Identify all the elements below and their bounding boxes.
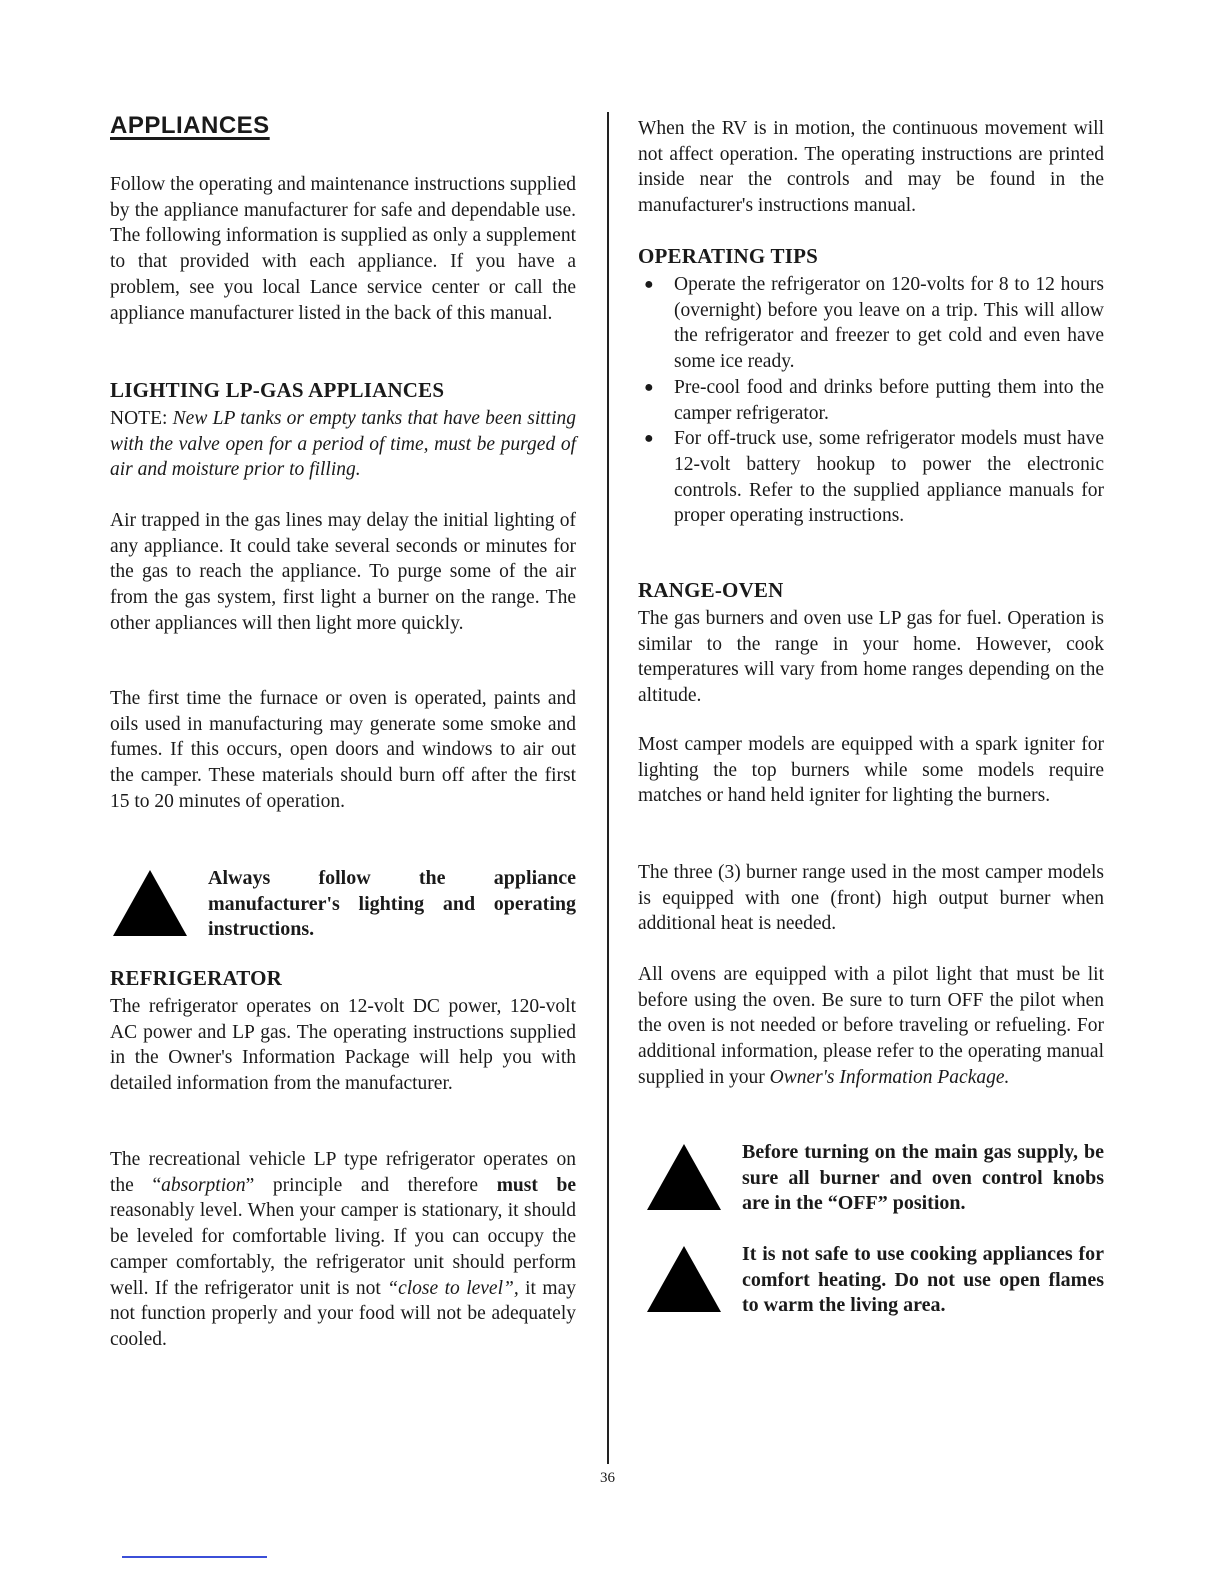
- warning-heating-text: It is not safe to use cooking appliances for comfort heating. Do not use open flames to warm the living area.: [742, 1243, 1104, 1317]
- note-label: NOTE:: [110, 408, 168, 429]
- operating-tips-heading: OPERATING TIPS: [638, 244, 818, 268]
- motion-paragraph: When the RV is in motion, the continuous movement will not affect operation. The operating instructions are printed inside near the controls and may be found in the manufacturer's instructions manual.: [638, 118, 1104, 217]
- column-divider: [607, 112, 609, 1464]
- page-title: APPLIANCES: [110, 112, 270, 139]
- air-paragraph: Air trapped in the gas lines may delay the initial lighting of any appliance. It could take several seconds or minutes for the gas to reach the appliance. To purge some of the air from the gas system, first light a burner on the range. The other appliances will then light more quickly.: [110, 510, 576, 634]
- igniter-paragraph: Most camper models are equipped with a spark igniter for lighting the top burners while some models require matches or hand held igniter for lighting the burners.: [638, 734, 1104, 807]
- page-number: 36: [600, 1470, 615, 1486]
- lighting-heading: LIGHTING LP-GAS APPLIANCES: [110, 378, 445, 402]
- list-item: ● For off-truck use, some refrigerator models must have 12-volt battery hookup to power the electronic controls. Refer to the supplied appliance manuals for proper operating instructions.: [644, 428, 1104, 527]
- intro-paragraph: Follow the operating and maintenance instructions supplied by the appliance manufacturer for safe and dependable use. The following information is supplied as only a supplement to that provided with each appliance. If you have a problem, see you local Lance service center or call the appliance manufacturer listed in the back of this manual.: [110, 174, 576, 324]
- warning-triangle-icon: [110, 866, 190, 940]
- range-oven-heading: RANGE-OVEN: [638, 578, 784, 602]
- note-paragraph: [110, 406, 576, 483]
- bullet-icon: ●: [644, 430, 654, 448]
- list-item: ● Operate the refrigerator on 120-volts for 8 to 12 hours (overnight) before you leave on a trip. This will allow the refrigerator and freezer to get cold and even have some ice ready.: [644, 274, 1104, 373]
- bullet-icon: ●: [644, 378, 654, 396]
- list-item: ● Pre-cool food and drinks before putting them into the camper refrigerator.: [644, 376, 1104, 424]
- warning-triangle-icon: [644, 1242, 724, 1316]
- first-time-paragraph: The first time the furnace or oven is operated, paints and oils used in manufacturing may generate some smoke and fumes. If this occurs, open doors and windows to air out the camper. These materials should burn off after the first 15 to 20 minutes of operation.: [110, 688, 576, 812]
- footer-line: [122, 1556, 267, 1558]
- warning-gas-supply: [638, 1140, 1104, 1220]
- burner-paragraph: The three (3) burner range used in the most camper models is equipped with one (front) high output burner when additional heat is needed.: [638, 862, 1104, 935]
- warning-comfort-heating: [638, 1242, 1104, 1322]
- note-text: New LP tanks or empty tanks that have been sitting with the valve open for a period of time, must be purged of air and moisture prior to filling.: [110, 408, 577, 481]
- warning-triangle-icon: [644, 1140, 724, 1214]
- ovens-paragraph: All ovens are equipped with a pilot light that must be lit before using the oven. Be sure to turn OFF the pilot when the oven is not needed or before traveling or refueling. For additional information, please refer to the operating manual supplied in your Owner's Information Package.: [638, 964, 1104, 1088]
- refrigerator-heading: REFRIGERATOR: [110, 966, 282, 990]
- warning-follow: [110, 866, 576, 946]
- warning-gas-text: Before turning on the main gas supply, be sure all burner and oven control knobs are in the “OFF” position.: [742, 1141, 1104, 1215]
- warning-follow-text: Always follow the appliance manufacturer's lighting and operating instructions.: [208, 867, 576, 941]
- refrigerator-paragraph: The refrigerator operates on 12-volt DC power, 120-volt AC power and LP gas. The operating instructions supplied in the Owner's Information Package will help you with detailed information from the manufacturer.: [110, 996, 576, 1095]
- bullet-icon: ●: [644, 276, 654, 293]
- rv-refrigerator-paragraph: The recreational vehicle LP type refrigerator operates on the “absorption” principle and therefore must be reasonably level. When your camper is stationary, it should be leveled for comfortable living. If you can occupy the camper comfortably, the refrigerator unit should perform well. If the refrigerator unit is not “close to level”, it may not function properly and your food will not be adequately cooled.: [110, 1149, 576, 1350]
- operating-tips-list: [638, 272, 1104, 529]
- range-paragraph: The gas burners and oven use LP gas for fuel. Operation is similar to the range in your home. However, cook temperatures will vary from home ranges depending on the altitude.: [638, 608, 1104, 707]
